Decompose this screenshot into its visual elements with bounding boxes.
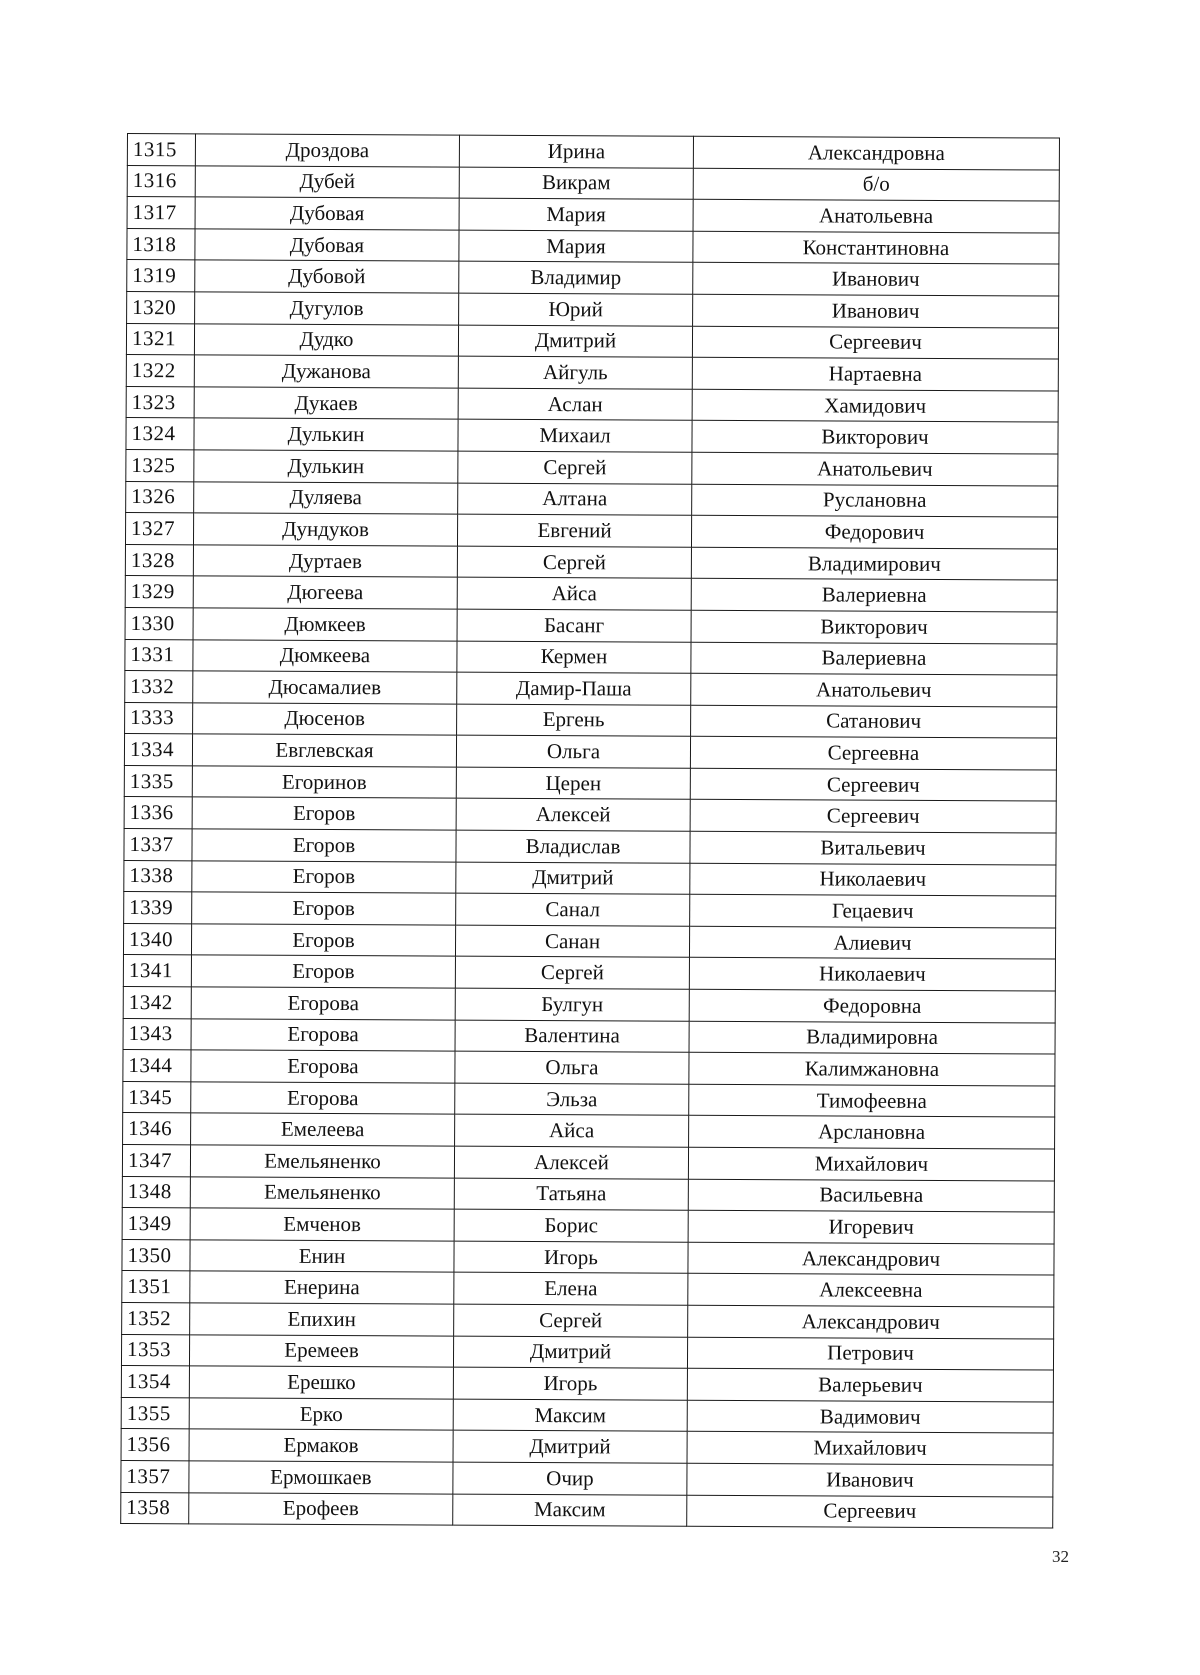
- table-row: [121, 1334, 1053, 1370]
- table-row: [121, 1460, 1053, 1496]
- last-name-cell: Дуляева: [194, 481, 458, 514]
- row-number-cell: 1356: [121, 1429, 189, 1461]
- patronymic-cell: Сатанович: [691, 705, 1057, 738]
- patronymic-cell: Николаевич: [689, 958, 1055, 991]
- patronymic-cell: Гецаевич: [690, 895, 1056, 928]
- patronymic-cell: Сергеевич: [690, 800, 1056, 833]
- first-name-cell: Айса: [455, 1115, 689, 1148]
- table-row: [123, 1113, 1055, 1149]
- patronymic-cell: Александровна: [693, 136, 1059, 169]
- last-name-cell: Дугулов: [195, 292, 459, 325]
- table-row: [122, 1302, 1054, 1338]
- patronymic-cell: Арслановна: [689, 1116, 1055, 1149]
- patronymic-cell: Нартаевна: [692, 357, 1058, 390]
- row-number-cell: 1347: [122, 1144, 190, 1176]
- table-row: [122, 1271, 1054, 1307]
- first-name-cell: Максим: [453, 1494, 687, 1527]
- patronymic-cell: Александрович: [688, 1242, 1054, 1275]
- patronymic-cell: Анатольевич: [692, 452, 1058, 485]
- table-row: [126, 481, 1058, 517]
- patronymic-cell: Валериевна: [691, 642, 1057, 675]
- row-number-cell: 1348: [122, 1176, 190, 1208]
- table-row: [127, 134, 1059, 170]
- table-row: [124, 892, 1056, 928]
- last-name-cell: Енерина: [190, 1271, 454, 1304]
- last-name-cell: Егорова: [191, 987, 455, 1020]
- patronymic-cell: Сергеевич: [687, 1495, 1053, 1528]
- last-name-cell: Ермаков: [189, 1429, 453, 1462]
- last-name-cell: Егорова: [191, 1018, 455, 1051]
- row-number-cell: 1346: [123, 1113, 191, 1145]
- last-name-cell: Ерко: [189, 1398, 453, 1431]
- row-number-cell: 1358: [121, 1492, 189, 1524]
- row-number-cell: 1330: [125, 607, 193, 639]
- row-number-cell: 1353: [121, 1334, 189, 1366]
- table-row: [126, 355, 1058, 391]
- last-name-cell: Егоринов: [192, 766, 456, 799]
- last-name-cell: Дудко: [194, 323, 458, 356]
- patronymic-cell: Викторович: [691, 610, 1057, 643]
- first-name-cell: Викрам: [459, 167, 693, 200]
- patronymic-cell: Иванович: [693, 294, 1059, 327]
- patronymic-cell: Федорович: [691, 515, 1057, 548]
- patronymic-cell: Иванович: [687, 1463, 1053, 1496]
- patronymic-cell: Анатольевна: [693, 199, 1059, 232]
- patronymic-cell: Тимофеевна: [689, 1084, 1055, 1117]
- first-name-cell: Айса: [457, 577, 691, 610]
- row-number-cell: 1335: [124, 765, 192, 797]
- last-name-cell: Дубей: [195, 165, 459, 198]
- table-row: [127, 228, 1059, 264]
- last-name-cell: Егоров: [192, 797, 456, 830]
- last-name-cell: Дубовая: [195, 197, 459, 230]
- last-name-cell: Дюмкеева: [193, 639, 457, 672]
- last-name-cell: Дулькин: [194, 450, 458, 483]
- first-name-cell: Дмитрий: [458, 325, 692, 358]
- row-number-cell: 1340: [123, 923, 191, 955]
- last-name-cell: Евглевская: [192, 734, 456, 767]
- patronymic-cell: Петрович: [687, 1337, 1053, 1370]
- patronymic-cell: Сергеевна: [690, 737, 1056, 770]
- first-name-cell: Дмитрий: [453, 1336, 687, 1369]
- last-name-cell: Енин: [190, 1240, 454, 1273]
- patronymic-cell: Сергеевич: [692, 326, 1058, 359]
- table-row: [121, 1397, 1053, 1433]
- first-name-cell: Аслан: [458, 388, 692, 421]
- row-number-cell: 1351: [122, 1271, 190, 1303]
- patronymic-cell: Михайлович: [687, 1432, 1053, 1465]
- first-name-cell: Церен: [456, 767, 690, 800]
- last-name-cell: Ермошкаев: [189, 1461, 453, 1494]
- first-name-cell: Санал: [456, 893, 690, 926]
- table-row: [124, 829, 1056, 865]
- last-name-cell: Дюсамалиев: [193, 671, 457, 704]
- table-row: [122, 1144, 1054, 1180]
- table-row: [124, 860, 1056, 896]
- row-number-cell: 1323: [126, 386, 194, 418]
- row-number-cell: 1324: [126, 418, 194, 450]
- first-name-cell: Эльза: [455, 1083, 689, 1116]
- table-row: [126, 418, 1058, 454]
- row-number-cell: 1320: [127, 291, 195, 323]
- row-number-cell: 1337: [124, 829, 192, 861]
- table-row: [127, 197, 1059, 233]
- table-row: [123, 923, 1055, 959]
- table-row: [121, 1429, 1053, 1465]
- first-name-cell: Игорь: [454, 1241, 688, 1274]
- table-row: [127, 291, 1059, 327]
- row-number-cell: 1317: [127, 197, 195, 229]
- patronymic-cell: Константиновна: [693, 231, 1059, 264]
- first-name-cell: Евгений: [457, 514, 691, 547]
- row-number-cell: 1316: [127, 165, 195, 197]
- table-row: [123, 987, 1055, 1023]
- table-row: [122, 1208, 1054, 1244]
- table-row: [123, 955, 1055, 991]
- first-name-cell: Ергень: [457, 704, 691, 737]
- row-number-cell: 1329: [125, 576, 193, 608]
- row-number-cell: 1328: [125, 544, 193, 576]
- patronymic-cell: Алиевич: [689, 926, 1055, 959]
- patronymic-cell: Валерьевич: [687, 1368, 1053, 1401]
- last-name-cell: Дроздова: [195, 134, 459, 167]
- first-name-cell: Кермен: [457, 641, 691, 674]
- first-name-cell: Игорь: [453, 1367, 687, 1400]
- patronymic-cell: Витальевич: [690, 831, 1056, 864]
- patronymic-cell: Викторович: [692, 421, 1058, 454]
- first-name-cell: Дмитрий: [456, 862, 690, 895]
- table-row: [125, 671, 1057, 707]
- roster-table-body: [121, 134, 1060, 1529]
- patronymic-cell: Сергеевич: [690, 768, 1056, 801]
- row-number-cell: 1341: [123, 955, 191, 987]
- row-number-cell: 1327: [125, 513, 193, 545]
- last-name-cell: Дюгеева: [193, 576, 457, 609]
- table-row: [124, 734, 1056, 770]
- first-name-cell: Ирина: [459, 135, 693, 168]
- table-row: [127, 260, 1059, 296]
- last-name-cell: Епихин: [190, 1303, 454, 1336]
- table-row: [126, 323, 1058, 359]
- roster-table: [120, 133, 1060, 1529]
- last-name-cell: Дундуков: [193, 513, 457, 546]
- row-number-cell: 1331: [125, 639, 193, 671]
- last-name-cell: Дубовой: [195, 260, 459, 293]
- row-number-cell: 1344: [123, 1050, 191, 1082]
- table-row: [121, 1366, 1053, 1402]
- row-number-cell: 1318: [127, 228, 195, 260]
- row-number-cell: 1352: [122, 1302, 190, 1334]
- first-name-cell: Мария: [459, 198, 693, 231]
- patronymic-cell: Васильевна: [688, 1179, 1054, 1212]
- row-number-cell: 1355: [121, 1397, 189, 1429]
- row-number-cell: 1349: [122, 1208, 190, 1240]
- patronymic-cell: Иванович: [693, 263, 1059, 296]
- last-name-cell: Емельяненко: [190, 1176, 454, 1209]
- first-name-cell: Сергей: [454, 1304, 688, 1337]
- last-name-cell: Дюмкеев: [193, 608, 457, 641]
- row-number-cell: 1336: [124, 797, 192, 829]
- last-name-cell: Еремеев: [189, 1334, 453, 1367]
- last-name-cell: Егорова: [191, 1082, 455, 1115]
- table-row: [123, 1081, 1055, 1117]
- patronymic-cell: Александрович: [688, 1305, 1054, 1338]
- last-name-cell: Дукаев: [194, 387, 458, 420]
- first-name-cell: Татьяна: [454, 1178, 688, 1211]
- first-name-cell: Айгуль: [458, 356, 692, 389]
- patronymic-cell: Алексеевна: [688, 1274, 1054, 1307]
- table-row: [123, 1050, 1055, 1086]
- last-name-cell: Ерофеев: [189, 1492, 453, 1525]
- table-row: [125, 513, 1057, 549]
- table-row: [125, 702, 1057, 738]
- table-row: [121, 1492, 1053, 1528]
- row-number-cell: 1343: [123, 1018, 191, 1050]
- last-name-cell: Емелеева: [191, 1113, 455, 1146]
- last-name-cell: Егоров: [192, 892, 456, 925]
- table-row: [127, 165, 1059, 201]
- patronymic-cell: Игоревич: [688, 1210, 1054, 1243]
- patronymic-cell: Владимировна: [689, 1021, 1055, 1054]
- first-name-cell: Юрий: [459, 293, 693, 326]
- row-number-cell: 1332: [125, 671, 193, 703]
- first-name-cell: Алтана: [458, 483, 692, 516]
- row-number-cell: 1350: [122, 1239, 190, 1271]
- last-name-cell: Ерешко: [189, 1366, 453, 1399]
- patronymic-cell: б/о: [693, 168, 1059, 201]
- last-name-cell: Дюсенов: [193, 703, 457, 736]
- table-row: [124, 765, 1056, 801]
- page-number: 32: [1052, 1547, 1069, 1566]
- row-number-cell: 1342: [123, 987, 191, 1019]
- row-number-cell: 1326: [126, 481, 194, 513]
- last-name-cell: Дулькин: [194, 418, 458, 451]
- table-row: [125, 607, 1057, 643]
- patronymic-cell: Михайлович: [688, 1147, 1054, 1180]
- last-name-cell: Дуртаев: [193, 545, 457, 578]
- last-name-cell: Емченов: [190, 1208, 454, 1241]
- first-name-cell: Михаил: [458, 419, 692, 452]
- table-row: [125, 576, 1057, 612]
- patronymic-cell: Анатольевич: [691, 673, 1057, 706]
- first-name-cell: Алексей: [454, 1146, 688, 1179]
- patronymic-cell: Руслановна: [692, 484, 1058, 517]
- first-name-cell: Мария: [459, 230, 693, 263]
- row-number-cell: 1334: [124, 734, 192, 766]
- patronymic-cell: Калимжановна: [689, 1052, 1055, 1085]
- first-name-cell: Елена: [454, 1272, 688, 1305]
- last-name-cell: Емельяненко: [190, 1145, 454, 1178]
- first-name-cell: Сергей: [455, 957, 689, 990]
- table-row: [126, 449, 1058, 485]
- row-number-cell: 1345: [123, 1081, 191, 1113]
- last-name-cell: Егоров: [191, 924, 455, 957]
- patronymic-cell: Вадимович: [687, 1400, 1053, 1433]
- table-row: [124, 797, 1056, 833]
- last-name-cell: Егоров: [191, 955, 455, 988]
- row-number-cell: 1315: [127, 134, 195, 166]
- patronymic-cell: Валериевна: [691, 579, 1057, 612]
- first-name-cell: Санан: [455, 925, 689, 958]
- last-name-cell: Егорова: [191, 1050, 455, 1083]
- table-row: [125, 639, 1057, 675]
- row-number-cell: 1325: [126, 449, 194, 481]
- table-row: [122, 1176, 1054, 1212]
- row-number-cell: 1357: [121, 1460, 189, 1492]
- last-name-cell: Егоров: [192, 860, 456, 893]
- first-name-cell: Басанг: [457, 609, 691, 642]
- first-name-cell: Дмитрий: [453, 1430, 687, 1463]
- patronymic-cell: Федоровна: [689, 989, 1055, 1022]
- last-name-cell: Дубовая: [195, 229, 459, 262]
- table-row: [125, 544, 1057, 580]
- row-number-cell: 1321: [126, 323, 194, 355]
- row-number-cell: 1319: [127, 260, 195, 292]
- row-number-cell: 1339: [124, 892, 192, 924]
- first-name-cell: Борис: [454, 1209, 688, 1242]
- last-name-cell: Егоров: [192, 829, 456, 862]
- first-name-cell: Сергей: [458, 451, 692, 484]
- first-name-cell: Ольга: [456, 735, 690, 768]
- last-name-cell: Дужанова: [194, 355, 458, 388]
- first-name-cell: Булгун: [455, 988, 689, 1021]
- first-name-cell: Очир: [453, 1462, 687, 1495]
- patronymic-cell: Хамидович: [692, 389, 1058, 422]
- patronymic-cell: Николаевич: [690, 863, 1056, 896]
- row-number-cell: 1338: [124, 860, 192, 892]
- first-name-cell: Алексей: [456, 799, 690, 832]
- row-number-cell: 1354: [121, 1366, 189, 1398]
- table-row: [126, 386, 1058, 422]
- first-name-cell: Владимир: [459, 261, 693, 294]
- first-name-cell: Сергей: [457, 546, 691, 579]
- patronymic-cell: Владимирович: [691, 547, 1057, 580]
- row-number-cell: 1322: [126, 355, 194, 387]
- table-row: [122, 1239, 1054, 1275]
- first-name-cell: Владислав: [456, 830, 690, 863]
- first-name-cell: Дамир-Паша: [457, 672, 691, 705]
- row-number-cell: 1333: [125, 702, 193, 734]
- first-name-cell: Максим: [453, 1399, 687, 1432]
- table-row: [123, 1018, 1055, 1054]
- first-name-cell: Ольга: [455, 1051, 689, 1084]
- first-name-cell: Валентина: [455, 1020, 689, 1053]
